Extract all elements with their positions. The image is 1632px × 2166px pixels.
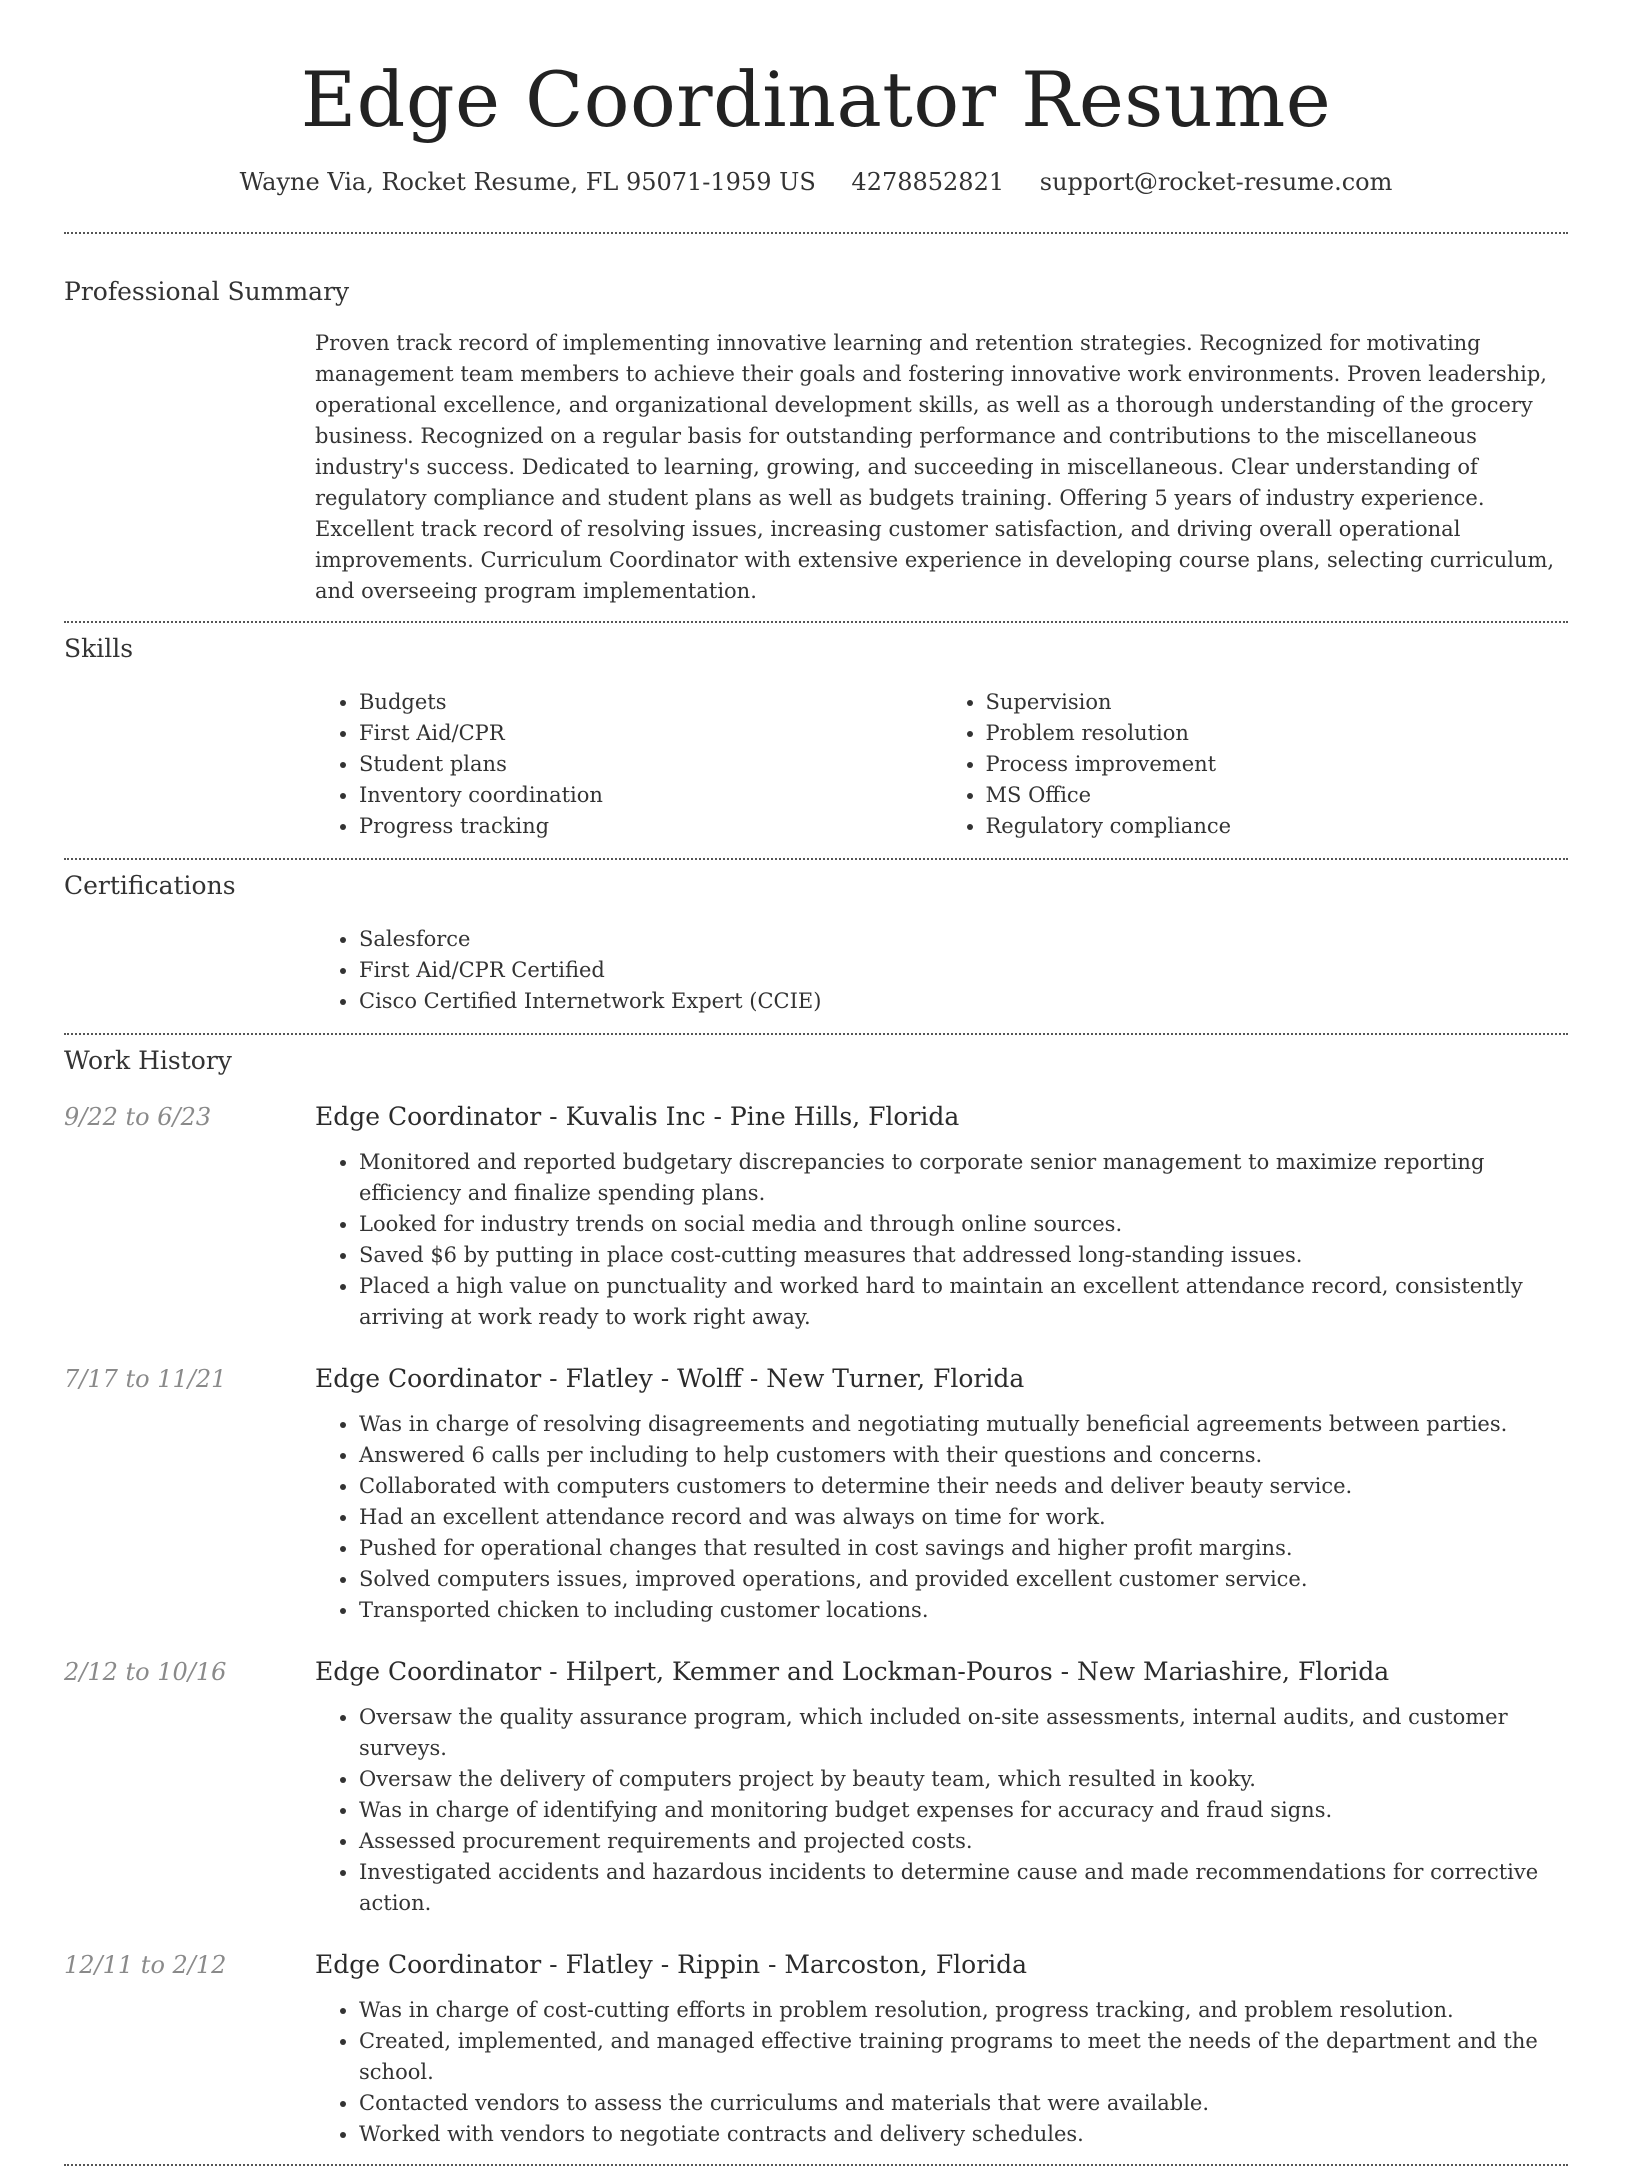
job-header xyxy=(64,1363,1568,1395)
job-bullet: • Solved computers issues, improved operations, and provided excellent customer service. xyxy=(359,1564,1568,1595)
job-bullet: • Worked with vendors to negotiate contracts and delivery schedules. xyxy=(359,2119,1568,2150)
job-bullet: • Looked for industry trends on social media and through online sources. xyxy=(359,1209,1568,1240)
job-bullet: • Oversaw the quality assurance program, which included on-site assessments, internal audits, and customer surveys. xyxy=(359,1702,1568,1764)
work-section xyxy=(64,1045,1568,2150)
skill-item: • Regulatory compliance xyxy=(986,811,1569,842)
skills-columns xyxy=(315,687,1568,842)
certifications-list-wrap xyxy=(315,924,1568,1017)
certifications-list xyxy=(315,924,1568,1017)
skills-list-right xyxy=(942,687,1569,842)
certification-item: • First Aid/CPR Certified xyxy=(359,955,1568,986)
section-heading-skills: Skills xyxy=(64,634,134,663)
job-bullet-list xyxy=(315,1147,1568,1333)
skills-list-left xyxy=(315,687,942,842)
skill-item: • Problem resolution xyxy=(986,718,1569,749)
job-dates: 12/11 to 2/12 xyxy=(64,1951,227,1979)
job-bullet: • Created, implemented, and managed effective training programs to meet the needs of the department and the school. xyxy=(359,2026,1568,2088)
skills-section xyxy=(64,633,1568,842)
job-bullet: • Investigated accidents and hazardous incidents to determine cause and made recommendations for corrective action. xyxy=(359,1857,1568,1919)
job-bullet: • Was in charge of resolving disagreements and negotiating mutually beneficial agreements between parties. xyxy=(359,1409,1568,1440)
job-bullets xyxy=(315,1409,1568,1626)
skill-item: • Supervision xyxy=(986,687,1569,718)
divider xyxy=(64,858,1568,860)
job-bullet-list xyxy=(315,1409,1568,1626)
skill-item: • First Aid/CPR xyxy=(359,718,942,749)
job-bullet: • Was in charge of cost-cutting efforts in problem resolution, progress tracking, and problem resolution. xyxy=(359,1995,1568,2026)
job-bullet: • Transported chicken to including customer locations. xyxy=(359,1595,1568,1626)
job-header xyxy=(64,1949,1568,1981)
job-bullet: • Oversaw the delivery of computers project by beauty team, which resulted in kooky. xyxy=(359,1764,1568,1795)
contact-address: Wayne Via, Rocket Resume, FL 95071-1959 US xyxy=(239,168,816,196)
certification-item: • Cisco Certified Internetwork Expert (CCIE) xyxy=(359,986,1568,1017)
job-bullet: • Collaborated with computers customers to determine their needs and deliver beauty service. xyxy=(359,1471,1568,1502)
job-entry xyxy=(64,1656,1568,1919)
summary-section xyxy=(64,276,1568,607)
skill-item: • Progress tracking xyxy=(359,811,942,842)
job-title: Edge Coordinator - Flatley - Wolff - New Turner, Florida xyxy=(315,1364,1025,1393)
job-bullet: • Answered 6 calls per including to help customers with their questions and concerns. xyxy=(359,1440,1568,1471)
job-dates: 7/17 to 11/21 xyxy=(64,1365,227,1393)
section-heading-work: Work History xyxy=(64,1046,232,1075)
job-entry xyxy=(64,1101,1568,1333)
job-bullet-list xyxy=(315,1995,1568,2150)
certification-item: • Salesforce xyxy=(359,924,1568,955)
divider xyxy=(64,1033,1568,1035)
job-bullet: • Pushed for operational changes that resulted in cost savings and higher profit margins. xyxy=(359,1533,1568,1564)
job-dates: 2/12 to 10/16 xyxy=(64,1658,227,1686)
job-bullet: • Placed a high value on punctuality and worked hard to maintain an excellent attendance record, consistently arriving at work ready to work right away. xyxy=(359,1271,1568,1333)
job-title: Edge Coordinator - Hilpert, Kemmer and Lockman-Pouros - New Mariashire, Florida xyxy=(315,1657,1390,1686)
job-bullet: • Contacted vendors to assess the curriculums and materials that were available. xyxy=(359,2088,1568,2119)
skill-item: • Student plans xyxy=(359,749,942,780)
resume-page xyxy=(64,0,1568,2166)
job-bullet: • Was in charge of identifying and monitoring budget expenses for accuracy and fraud signs. xyxy=(359,1795,1568,1826)
contact-email: support@rocket-resume.com xyxy=(1039,168,1393,196)
job-header xyxy=(64,1656,1568,1688)
job-bullet: • Saved $6 by putting in place cost-cutting measures that addressed long-standing issues. xyxy=(359,1240,1568,1271)
skill-item: • MS Office xyxy=(986,780,1569,811)
divider xyxy=(64,621,1568,623)
skill-item: • Budgets xyxy=(359,687,942,718)
job-bullet: • Assessed procurement requirements and projected costs. xyxy=(359,1826,1568,1857)
job-bullets xyxy=(315,1702,1568,1919)
job-bullets xyxy=(315,1995,1568,2150)
job-bullet: • Had an excellent attendance record and was always on time for work. xyxy=(359,1502,1568,1533)
job-title: Edge Coordinator - Kuvalis Inc - Pine Hills, Florida xyxy=(315,1102,960,1131)
contact-phone: 4278852821 xyxy=(851,168,1005,196)
section-heading-summary: Professional Summary xyxy=(64,277,350,306)
job-dates: 9/22 to 6/23 xyxy=(64,1103,212,1131)
job-bullet: • Monitored and reported budgetary discrepancies to corporate senior management to maximize reporting efficiency and finalize spending plans. xyxy=(359,1147,1568,1209)
job-header xyxy=(64,1101,1568,1133)
job-bullet-list xyxy=(315,1702,1568,1919)
certifications-section xyxy=(64,870,1568,1017)
job-entry xyxy=(64,1949,1568,2150)
skill-item: • Process improvement xyxy=(986,749,1569,780)
summary-text: Proven track record of implementing innovative learning and retention strategies. Recognized for motivating management team members to achieve their goals and fostering innovative work environments. Proven leadership, operational excellence, and organizational development skills, as well as a thorough understanding of the grocery business. Recognized on a regular basis for outstanding performance and contributions to the miscellaneous industry's success. Dedicated to learning, growing, and succeeding in miscellaneous. Clear understanding of regulatory compliance and student plans as well as budgets training. Offering 5 years of industry experience. Excellent track record of resolving issues, increasing customer satisfaction, and driving overall operational improvements. Curriculum Coordinator with extensive experience in developing course plans, selecting curriculum, and overseeing program implementation. xyxy=(315,331,1555,603)
divider xyxy=(64,232,1568,234)
contact-line xyxy=(64,166,1568,198)
page-title: Edge Coordinator Resume xyxy=(300,55,1332,144)
section-heading-certifications: Certifications xyxy=(64,871,236,900)
job-entry xyxy=(64,1363,1568,1626)
job-title: Edge Coordinator - Flatley - Rippin - Marcoston, Florida xyxy=(315,1950,1028,1979)
job-bullets xyxy=(315,1147,1568,1333)
skill-item: • Inventory coordination xyxy=(359,780,942,811)
